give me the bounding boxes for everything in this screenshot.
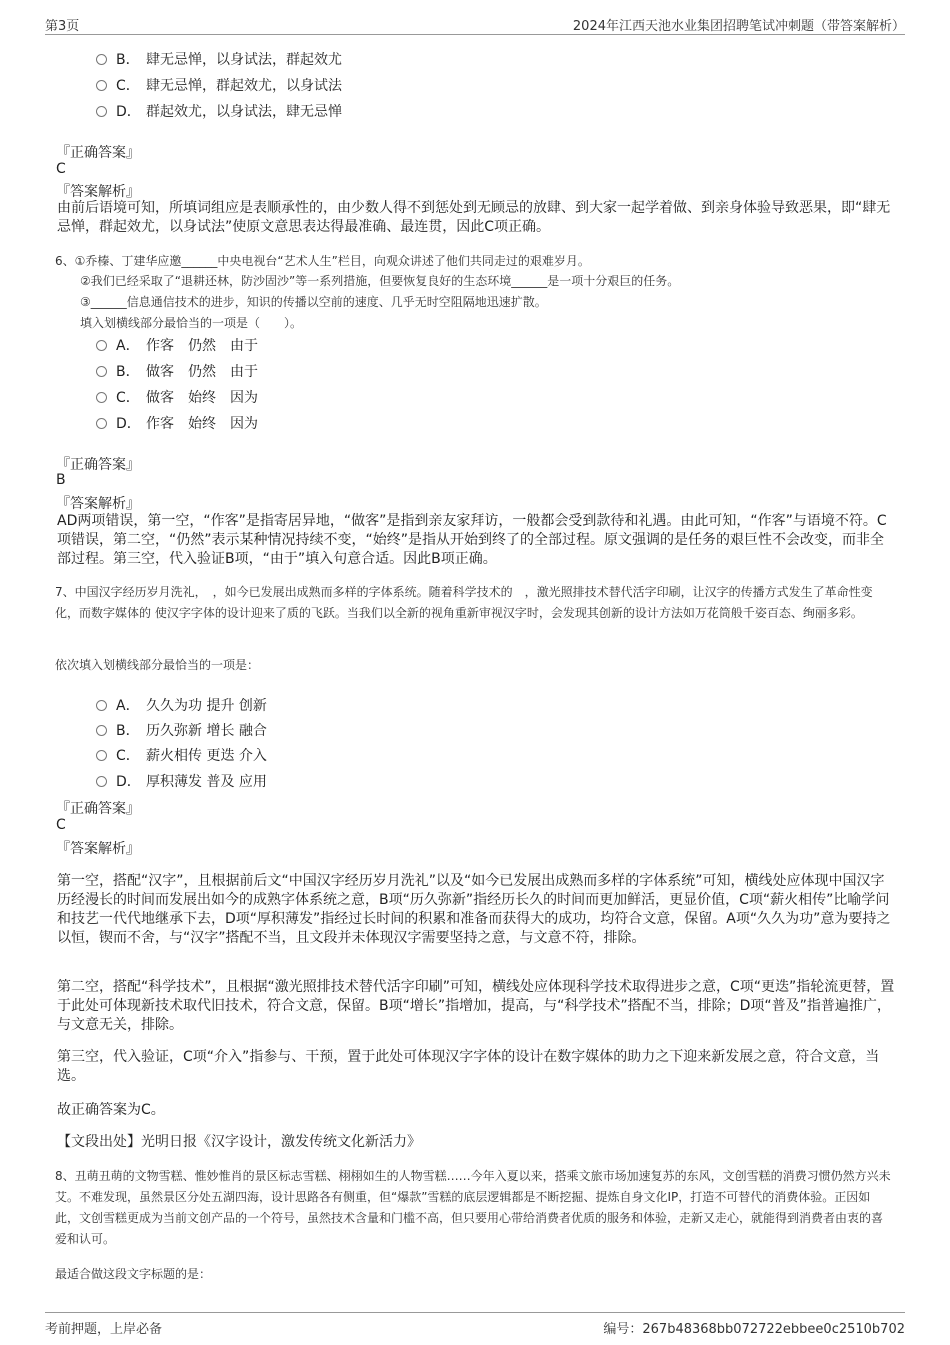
q7-option-b[interactable]: B． 历久弥新 增长 融合 bbox=[96, 720, 267, 740]
q6-answer-label: 『正确答案』 bbox=[56, 457, 140, 473]
page-header bbox=[45, 12, 905, 35]
radio-icon[interactable] bbox=[96, 700, 107, 711]
q5-option-b[interactable]: B． 肆无忌惮，以身试法，群起效尤 bbox=[96, 49, 342, 69]
document-title: 2024年江西天池水业集团招聘笔试冲刺题（带答案解析） bbox=[572, 19, 905, 34]
q7-answer-label: 『正确答案』 bbox=[56, 801, 140, 817]
page-footer bbox=[45, 1312, 905, 1337]
q7-option-a[interactable]: A． 久久为功 提升 创新 bbox=[96, 695, 267, 715]
q5-analysis-label: 『答案解析』 bbox=[56, 184, 140, 200]
q8-stem: 8、丑萌丑萌的文物雪糕、惟妙惟肖的景区标志雪糕、栩栩如生的人物雪糕……今年入夏以来，搭乘文旅市场加速复苏的东风，文创雪糕的消费习惯仍然方兴未艾。不难发现，虽然景区分处五湖四海，设计思路各有侧重，但“爆款”雪糕的底层逻辑都是不断挖掘、提炼自身文化IP，打造不可替代的消费体验。正因如此，文创雪糕更成为当前文创产品的一个符号，虽然技术含量和门槛不高，但只要用心带给消费者优质的服务和体验，走新又走心，就能得到消费者由衷的喜爱和认可。 bbox=[55, 1169, 891, 1246]
q6-stem-1: 6、①乔榛、丁建华应邀______中央电视台“艺术人生”栏目，向观众讲述了他们共同走过的艰难岁月。 bbox=[55, 254, 590, 268]
q8-prompt: 最适合做这段文字标题的是： bbox=[55, 1267, 212, 1281]
q5-option-d[interactable]: D． 群起效尤，以身试法，肆无忌惮 bbox=[96, 101, 342, 121]
q6-analysis: AD两项错误，第一空，“作客”是指寄居异地，“做客”是指到亲友家拜访，一般都会受到款待和礼遇。由此可知，“作客”与语境不符。C项错误，第二空，“仍然”表示某种情况持续不变，“始终”是指从开始到终了的全部过程。原文强调的是任务的艰巨性不会改变，而非全部过程。第三空，代入验证B项，“由于”填入句意合适。因此B项正确。 bbox=[57, 513, 887, 567]
q7-option-c[interactable]: C． 薪火相传 更迭 介入 bbox=[96, 745, 267, 765]
q5-answer-label: 『正确答案』 bbox=[56, 145, 140, 161]
radio-icon[interactable] bbox=[96, 392, 107, 403]
q6-option-a[interactable]: A． 作客 仍然 由于 bbox=[96, 335, 258, 355]
q6-answer: B bbox=[56, 472, 66, 488]
q6-analysis-label: 『答案解析』 bbox=[56, 496, 140, 512]
radio-icon[interactable] bbox=[96, 366, 107, 377]
page-number: 第3页 bbox=[45, 19, 80, 34]
q7-analysis-paragraph-3: 第三空，代入验证，C项“介入”指参与、干预，置于此处可体现汉字字体的设计在数字媒体的助力之下迎来新发展之意，符合文意，当选。 bbox=[57, 1049, 880, 1084]
q7-analysis-conclusion: 故正确答案为C。 bbox=[57, 1102, 165, 1118]
radio-icon[interactable] bbox=[96, 106, 107, 117]
footer-slogan: 考前押题，上岸必备 bbox=[45, 1322, 163, 1337]
q6-option-d[interactable]: D． 作客 始终 因为 bbox=[96, 413, 258, 433]
q7-stem: 7、中国汉字经历岁月洗礼， ，如今已发展出成熟而多样的字体系统。随着科学技术的 ，激光照排技术替代活字印刷，让汉字的传播方式发生了革命性变化，而数字媒体的 使汉字字体的设计迎来了质的飞跃。当我们以全新的视角重新审视汉字时，会发现其创新的设计方法如万花筒般千姿百态、绚丽多彩。 bbox=[55, 585, 873, 620]
radio-icon[interactable] bbox=[96, 54, 107, 65]
q7-answer: C bbox=[56, 817, 66, 833]
q6-option-c[interactable]: C． 做客 始终 因为 bbox=[96, 387, 258, 407]
q6-stem-3: ③______信息通信技术的进步，知识的传播以空前的速度、几乎无时空阻隔地迅速扩散。 bbox=[80, 295, 547, 309]
radio-icon[interactable] bbox=[96, 418, 107, 429]
q5-option-c[interactable]: C． 肆无忌惮，群起效尤，以身试法 bbox=[96, 75, 342, 95]
q7-analysis-paragraph-2: 第二空，搭配“科学技术”，且根据“激光照排技术替代活字印刷”可知，横线处应体现科学技术取得进步之意，C项“更迭”指轮流更替，置于此处可体现新技术取代旧技术，符合文意，保留。B项“增长”指增加，提高，与“科学技术”搭配不当，排除；D项“普及”指普遍推广，与文意无关，排除。 bbox=[57, 979, 895, 1033]
radio-icon[interactable] bbox=[96, 776, 107, 787]
q7-analysis-label: 『答案解析』 bbox=[56, 841, 140, 857]
q6-stem-2: ②我们已经采取了“退耕还林，防沙固沙”等一系列措施，但要恢复良好的生态环境______是一项十分艰巨的任务。 bbox=[80, 274, 680, 288]
q5-analysis: 由前后语境可知，所填词组应是表顺承性的，由少数人得不到惩处到无顾忌的放肆、到大家一起学着做、到亲身体验导致恶果，即“肆无忌惮，群起效尤，以身试法”使原文意思表达得最准确、最连贯，因此C项正确。 bbox=[57, 200, 891, 235]
q7-option-d[interactable]: D． 厚积薄发 普及 应用 bbox=[96, 771, 267, 791]
radio-icon[interactable] bbox=[96, 725, 107, 736]
q7-prompt: 依次填入划横线部分最恰当的一项是： bbox=[55, 658, 260, 672]
q7-source: 【文段出处】光明日报《汉字设计，激发传统文化新活力》 bbox=[57, 1134, 421, 1150]
radio-icon[interactable] bbox=[96, 80, 107, 91]
document-id: 编号：267b48368bb072722ebbee0c2510b702 bbox=[603, 1322, 905, 1337]
q5-answer: C bbox=[56, 161, 66, 177]
q7-analysis-paragraph-1: 第一空，搭配“汉字”，且根据前后文“中国汉字经历岁月洗礼”以及“如今已发展出成熟而多样的字体系统”可知，横线处应体现中国汉字历经漫长的时间而发展出如今的成熟字体系统之意，B项“历久弥新”指经历长久的时间而更加鲜活，更显价值，C项“薪火相传”比喻学问和技艺一代代地继承下去，D项“厚积薄发”指经过长时间的积累和准备而获得大的成功，均符合文意，保留。A项“久久为功”意为要持之以恒，锲而不舍，与“汉字”搭配不当，且文段并未体现汉字需要坚持之意，与文意不符，排除。 bbox=[57, 873, 891, 946]
q6-option-b[interactable]: B． 做客 仍然 由于 bbox=[96, 361, 258, 381]
radio-icon[interactable] bbox=[96, 750, 107, 761]
radio-icon[interactable] bbox=[96, 340, 107, 351]
q6-stem-4: 填入划横线部分最恰当的一项是（ ）。 bbox=[80, 316, 303, 330]
